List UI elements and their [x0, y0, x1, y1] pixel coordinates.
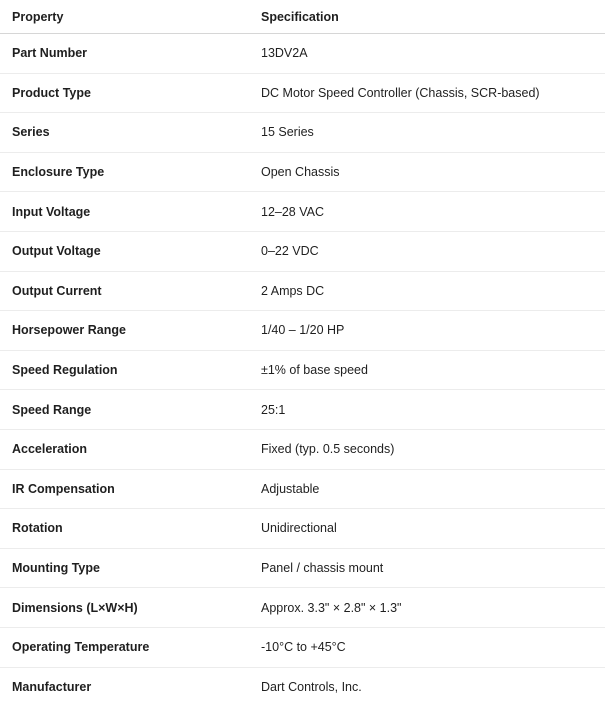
value-cell: 12–28 VAC [249, 192, 605, 232]
table-row [0, 311, 605, 351]
table-row [0, 192, 605, 232]
value-cell: 1/40 – 1/20 HP [249, 311, 605, 351]
table-row [0, 231, 605, 271]
property-cell: Dimensions (L×W×H) [0, 588, 249, 628]
property-cell: Manufacturer [12, 679, 92, 694]
table-header [0, 0, 605, 34]
table-row [0, 429, 605, 469]
value-cell: 13DV2A [249, 34, 605, 74]
property-cell: Series [0, 113, 249, 153]
table-row [0, 271, 605, 311]
value-cell: Fixed (typ. 0.5 seconds) [249, 429, 605, 469]
property-cell: Acceleration [0, 429, 249, 469]
table-row [0, 509, 605, 549]
value-cell: DC Motor Speed Controller (Chassis, SCR-based) [249, 73, 605, 113]
value-cell: Panel / chassis mount [249, 548, 605, 588]
property-cell: Product Type [0, 73, 249, 113]
property-cell: IR Compensation [0, 469, 249, 509]
value-cell: 0–22 VDC [249, 231, 605, 271]
value-cell: 15 Series [249, 113, 605, 153]
value-cell: Open Chassis [249, 152, 605, 192]
header-row [0, 0, 605, 34]
property-cell: Operating Temperature [0, 627, 249, 667]
value-cell: Unidirectional [249, 509, 605, 549]
property-cell: Speed Range [0, 390, 249, 430]
table-row [0, 627, 605, 667]
property-cell: Rotation [0, 509, 249, 549]
property-cell: Enclosure Type [0, 152, 249, 192]
value-cell: 2 Amps DC [249, 271, 605, 311]
table-row [0, 390, 605, 430]
property-cell: Speed Regulation [0, 350, 249, 390]
table-body [0, 34, 605, 707]
table-row [0, 588, 605, 628]
property-cell: Part Number [0, 34, 249, 74]
header-property: Property [0, 0, 249, 34]
table-row [0, 73, 605, 113]
header-specification: Specification [249, 0, 605, 34]
table-row [0, 469, 605, 509]
value-cell: Approx. 3.3" × 2.8" × 1.3" [249, 588, 605, 628]
table-row [0, 548, 605, 588]
property-cell: Input Voltage [0, 192, 249, 232]
table-row [0, 113, 605, 153]
value-cell: Dart Controls, Inc. [261, 679, 362, 694]
table-row [0, 34, 605, 74]
table-row [0, 152, 605, 192]
value-cell: Adjustable [249, 469, 605, 509]
value-cell: 25:1 [249, 390, 605, 430]
property-cell: Output Current [0, 271, 249, 311]
property-cell: Horsepower Range [0, 311, 249, 351]
property-cell: Mounting Type [0, 548, 249, 588]
table-row [0, 667, 605, 706]
property-cell: Output Voltage [0, 231, 249, 271]
value-cell: -10°C to +45°C [249, 627, 605, 667]
value-cell: ±1% of base speed [249, 350, 605, 390]
table-row [0, 350, 605, 390]
